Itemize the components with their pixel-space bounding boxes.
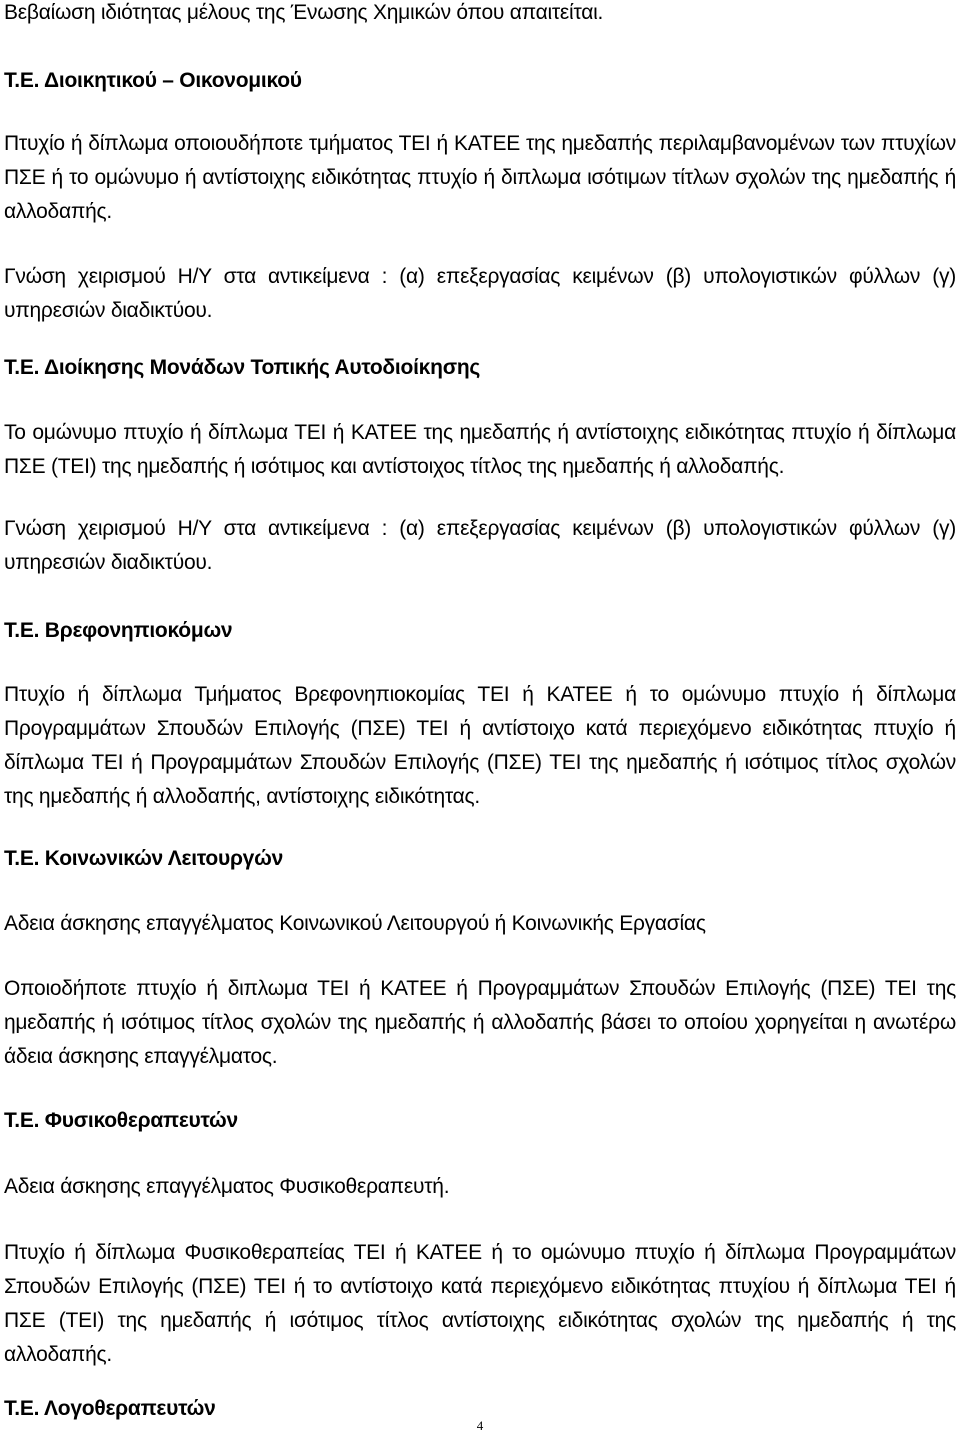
intro-paragraph: Βεβαίωση ιδιότητας μέλους της Ένωσης Χημικών όπου απαιτείται. (4, 1, 604, 24)
section-paragraph: Αδεια άσκησης επαγγέλματος Φυσικοθεραπευτή. (4, 1175, 450, 1198)
section-heading (4, 351, 956, 385)
section-prefix: Τ.Ε. (4, 1397, 45, 1420)
section-heading (4, 64, 956, 98)
section-heading (4, 1104, 956, 1138)
section-prefix: Τ.Ε. (4, 1109, 45, 1132)
section-paragraph: Πτυχίο ή δίπλωμα Φυσικοθεραπείας ΤΕΙ ή ΚΑΤΕΕ ή το ομώνυμο πτυχίο ή δίπλωμα Προγραμμάτων Σπουδών Επιλογής (ΠΣΕ) ΤΕΙ ή το αντίστοιχο κατά περιεχόμενο ειδικότητας πτυχίου ή δίπλωμα ΤΕΙ ή ΠΣΕ (ΤΕΙ) της ημεδαπής ή ισότιμος τίτλος αντίστοιχης ειδικότητας σχολών της ημεδαπής ή της αλλοδαπής. (4, 1241, 956, 1366)
section-paragraph: Πτυχίο ή δίπλωμα Τμήματος Βρεφονηπιοκομίας ΤΕΙ ή ΚΑΤΕΕ ή το ομώνυμο πτυχίο ή δίπλωμα Προγραμμάτων Σπουδών Επιλογής (ΠΣΕ) ΤΕΙ ή αντίστοιχο κατά περιεχόμενο ειδικότητας πτυχίο ή δίπλωμα ΤΕΙ ή Προγραμμάτων Σπουδών Επιλογής (ΠΣΕ) ΤΕΙ της ημεδαπής ή ισότιμος τίτλος σχολών της ημεδαπής ή αλλοδαπής, αντίστοιχης ειδικότητας. (4, 683, 956, 808)
section-prefix: Τ.Ε. (4, 619, 45, 642)
section-title: Κοινωνικών Λειτουργών (44, 847, 284, 870)
section-paragraph: Οποιοδήποτε πτυχίο ή διπλωμα ΤΕΙ ή ΚΑΤΕΕ ή Προγραμμάτων Σπουδών Επιλογής (ΠΣΕ) ΤΕΙ της ημεδαπής ή ισότιμος τίτλος σχολών της ημεδαπής ή αλλοδαπής βάσει το οποίου χορηγείται η ανωτέρω άδεια άσκησης επαγγέλματος. (4, 977, 956, 1068)
section-paragraph: Το ομώνυμο πτυχίο ή δίπλωμα ΤΕΙ ή ΚΑΤΕΕ της ημεδαπής ή αντίστοιχης ειδικότητας πτυχίο ή δίπλωμα ΠΣΕ (ΤΕΙ) της ημεδαπής ή ισότιμος και αντίστοιχος τίτλος της ημεδαπής ή αλλοδαπής. (4, 421, 956, 478)
section-paragraph: Αδεια άσκησης επαγγέλματος Κοινωνικού Λειτουργού ή Κοινωνικής Εργασίας (4, 912, 706, 935)
page-number: 4 (476, 1418, 484, 1433)
section-prefix: Τ.Ε. (4, 69, 45, 92)
section-title: Διοίκησης Μονάδων Τοπικής Αυτοδιοίκησης (44, 356, 481, 379)
section-paragraph: Πτυχίο ή δίπλωμα οποιουδήποτε τμήματος ΤΕΙ ή ΚΑΤΕΕ της ημεδαπής περιλαμβανομένων των πτυχίων ΠΣΕ ή το ομώνυμο ή αντίστοιχης ειδικότητας πτυχίο ή διπλωμα ισότιμων τίτλων σχολών της ημεδαπής ή αλλοδαπής. (4, 132, 956, 223)
section-title: Διοικητικού – Οικονομικού (44, 69, 302, 92)
section-heading (4, 614, 956, 648)
section-paragraph: Γνώση χειρισμού Η/Υ στα αντικείμενα : (α) επεξεργασίας κειμένων (β) υπολογιστικών φύλλων (γ) υπηρεσιών διαδικτύου. (4, 517, 956, 574)
section-prefix: Τ.Ε. (4, 847, 45, 870)
section-heading (4, 842, 956, 876)
section-prefix: Τ.Ε. (4, 356, 45, 379)
section-title: Λογοθεραπευτών (44, 1397, 216, 1420)
section-paragraph: Γνώση χειρισμού Η/Υ στα αντικείμενα : (α) επεξεργασίας κειμένων (β) υπολογιστικών φύλλων (γ) υπηρεσιών διαδικτύου. (4, 265, 956, 322)
section-title: Φυσικοθεραπευτών (44, 1109, 238, 1132)
section-title: Βρεφονηπιοκόμων (44, 619, 233, 642)
